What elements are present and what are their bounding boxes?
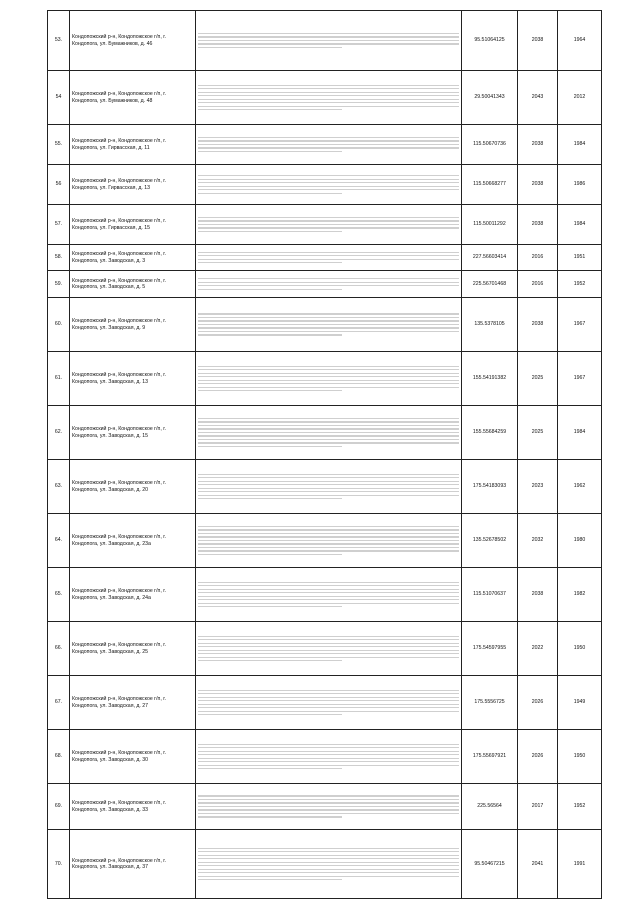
row-number-cell: 53. xyxy=(48,11,70,71)
text-line-placeholder xyxy=(198,813,459,814)
planned-year-cell: 2025 xyxy=(518,352,558,406)
planned-year-cell: 2022 xyxy=(518,622,558,676)
row-number-cell: 60. xyxy=(48,298,70,352)
row-number-cell: 69. xyxy=(48,784,70,830)
text-line-placeholder xyxy=(198,582,459,583)
planned-year-cell: 2038 xyxy=(518,125,558,165)
text-line-placeholder xyxy=(198,697,459,698)
work-description-cell xyxy=(196,165,462,205)
work-description-cell xyxy=(196,676,462,730)
table-row xyxy=(48,165,602,205)
text-line-placeholder xyxy=(198,262,342,263)
planned-year-cell: 2038 xyxy=(518,11,558,71)
text-line-placeholder xyxy=(198,879,342,880)
text-line-placeholder xyxy=(198,282,459,283)
text-line-placeholder xyxy=(198,33,459,34)
text-line-placeholder xyxy=(198,547,459,548)
value-cell: 225.56564 xyxy=(462,784,518,830)
address-cell: Кондопожский р-н, Кондопожское г/п, г. Кондопога, ул. Заводская, д. 3 xyxy=(70,245,196,271)
text-line-placeholder xyxy=(198,40,459,41)
illegible-text-placeholder xyxy=(198,526,459,555)
illegible-text-placeholder xyxy=(198,582,459,608)
work-description-cell xyxy=(196,245,462,271)
text-line-placeholder xyxy=(198,106,459,107)
build-year-cell: 1986 xyxy=(558,165,602,205)
build-year-cell: 1952 xyxy=(558,784,602,830)
text-line-placeholder xyxy=(198,390,342,391)
text-line-placeholder xyxy=(198,660,342,661)
planned-year-cell: 2038 xyxy=(518,298,558,352)
text-line-placeholder xyxy=(198,526,459,527)
text-line-placeholder xyxy=(198,585,459,586)
address-cell: Кондопожский р-н, Кондопожское г/п, г. Кондопога, ул. Бумажников, д. 48 xyxy=(70,71,196,125)
work-description-cell xyxy=(196,205,462,245)
address-cell: Кондопожский р-н, Кондопожское г/п, г. Кондопога, ул. Заводская, д. 20 xyxy=(70,460,196,514)
text-line-placeholder xyxy=(198,255,459,256)
text-line-placeholder xyxy=(198,481,459,482)
text-line-placeholder xyxy=(198,369,459,370)
text-line-placeholder xyxy=(198,488,459,489)
text-line-placeholder xyxy=(198,109,342,110)
text-line-placeholder xyxy=(198,711,459,712)
build-year-cell: 1967 xyxy=(558,352,602,406)
text-line-placeholder xyxy=(198,327,459,328)
planned-year-cell: 2023 xyxy=(518,460,558,514)
text-line-placeholder xyxy=(198,700,459,701)
work-description-cell xyxy=(196,784,462,830)
text-line-placeholder xyxy=(198,554,342,555)
address-cell: Кондопожский р-н, Кондопожское г/п, г. Кондопога, ул. Заводская, д. 27 xyxy=(70,676,196,730)
illegible-text-placeholder xyxy=(198,33,459,48)
text-line-placeholder xyxy=(198,816,342,817)
build-year-cell: 1950 xyxy=(558,730,602,784)
value-cell: 115.51070637 xyxy=(462,568,518,622)
text-line-placeholder xyxy=(198,175,459,176)
value-cell: 175.55697921 xyxy=(462,730,518,784)
text-line-placeholder xyxy=(198,744,459,745)
text-line-placeholder xyxy=(198,102,459,103)
address-cell: Кондопожский р-н, Кондопожское г/п, г. Кондопога, ул. Заводская, д. 23а xyxy=(70,514,196,568)
text-line-placeholder xyxy=(198,231,342,232)
address-cell: Кондопожский р-н, Кондопожское г/п, г. Кондопога, ул. Заводская, д. 33 xyxy=(70,784,196,830)
value-cell: 95.51064125 xyxy=(462,11,518,71)
planned-year-cell: 2043 xyxy=(518,71,558,125)
text-line-placeholder xyxy=(198,646,459,647)
text-line-placeholder xyxy=(198,550,459,551)
text-line-placeholder xyxy=(198,643,459,644)
build-year-cell: 1984 xyxy=(558,125,602,165)
text-line-placeholder xyxy=(198,259,459,260)
text-line-placeholder xyxy=(198,855,459,856)
row-number-cell: 57. xyxy=(48,205,70,245)
illegible-text-placeholder xyxy=(198,690,459,716)
text-line-placeholder xyxy=(198,650,459,651)
text-line-placeholder xyxy=(198,189,459,190)
text-line-placeholder xyxy=(198,606,342,607)
text-line-placeholder xyxy=(198,858,459,859)
planned-year-cell: 2016 xyxy=(518,271,558,298)
text-line-placeholder xyxy=(198,751,459,752)
text-line-placeholder xyxy=(198,865,459,866)
value-cell: 175.54597955 xyxy=(462,622,518,676)
table-row xyxy=(48,730,602,784)
row-number-cell: 66. xyxy=(48,622,70,676)
table-row xyxy=(48,245,602,271)
work-description-cell xyxy=(196,298,462,352)
text-line-placeholder xyxy=(198,317,459,318)
text-line-placeholder xyxy=(198,334,342,335)
text-line-placeholder xyxy=(198,99,459,100)
build-year-cell: 1951 xyxy=(558,245,602,271)
text-line-placeholder xyxy=(198,376,459,377)
text-line-placeholder xyxy=(198,47,342,48)
build-year-cell: 1962 xyxy=(558,460,602,514)
illegible-text-placeholder xyxy=(198,313,459,335)
illegible-text-placeholder xyxy=(198,848,459,881)
text-line-placeholder xyxy=(198,851,459,852)
value-cell: 175.54183093 xyxy=(462,460,518,514)
illegible-text-placeholder xyxy=(198,137,459,152)
illegible-text-placeholder xyxy=(198,278,459,290)
build-year-cell: 1984 xyxy=(558,205,602,245)
row-number-cell: 68. xyxy=(48,730,70,784)
text-line-placeholder xyxy=(198,95,459,96)
build-year-cell: 1952 xyxy=(558,271,602,298)
text-line-placeholder xyxy=(198,848,459,849)
text-line-placeholder xyxy=(198,383,459,384)
planned-year-cell: 2026 xyxy=(518,730,558,784)
row-number-cell: 62. xyxy=(48,406,70,460)
text-line-placeholder xyxy=(198,289,342,290)
work-description-cell xyxy=(196,460,462,514)
value-cell: 175.5556725 xyxy=(462,676,518,730)
text-line-placeholder xyxy=(198,88,459,89)
planned-year-cell: 2017 xyxy=(518,784,558,830)
table-row xyxy=(48,784,602,830)
table-row xyxy=(48,830,602,899)
value-cell: 135.5378105 xyxy=(462,298,518,352)
address-cell: Кондопожский р-н, Кондопожское г/п, г. Кондопога, ул. Гирвасская, д. 13 xyxy=(70,165,196,205)
text-line-placeholder xyxy=(198,809,459,810)
table-row xyxy=(48,352,602,406)
text-line-placeholder xyxy=(198,806,459,807)
text-line-placeholder xyxy=(198,603,459,604)
text-line-placeholder xyxy=(198,758,459,759)
text-line-placeholder xyxy=(198,418,459,419)
text-line-placeholder xyxy=(198,498,342,499)
text-line-placeholder xyxy=(198,474,459,475)
work-description-cell xyxy=(196,271,462,298)
text-line-placeholder xyxy=(198,636,459,637)
work-description-cell xyxy=(196,11,462,71)
text-line-placeholder xyxy=(198,432,459,433)
text-line-placeholder xyxy=(198,529,459,530)
text-line-placeholder xyxy=(198,495,459,496)
text-line-placeholder xyxy=(198,380,459,381)
work-description-cell xyxy=(196,406,462,460)
value-cell: 115.50668277 xyxy=(462,165,518,205)
text-line-placeholder xyxy=(198,765,459,766)
text-line-placeholder xyxy=(198,543,459,544)
text-line-placeholder xyxy=(198,92,459,93)
build-year-cell: 1991 xyxy=(558,830,602,899)
text-line-placeholder xyxy=(198,754,459,755)
table-row xyxy=(48,11,602,71)
address-cell: Кондопожский р-н, Кондопожское г/п, г. Кондопога, ул. Заводская, д. 25 xyxy=(70,622,196,676)
address-cell: Кондопожский р-н, Кондопожское г/п, г. Кондопога, ул. Гирвасская, д. 11 xyxy=(70,125,196,165)
text-line-placeholder xyxy=(198,140,459,141)
text-line-placeholder xyxy=(198,592,459,593)
illegible-text-placeholder xyxy=(198,636,459,662)
text-line-placeholder xyxy=(198,707,459,708)
row-number-cell: 63. xyxy=(48,460,70,514)
illegible-text-placeholder xyxy=(198,175,459,194)
work-description-cell xyxy=(196,568,462,622)
address-cell: Кондопожский р-н, Кондопожское г/п, г. Кондопога, ул. Гирвасская, д. 15 xyxy=(70,205,196,245)
text-line-placeholder xyxy=(198,137,459,138)
text-line-placeholder xyxy=(198,320,459,321)
text-line-placeholder xyxy=(198,387,459,388)
address-cell: Кондопожский р-н, Кондопожское г/п, г. Кондопога, ул. Заводская, д. 13 xyxy=(70,352,196,406)
text-line-placeholder xyxy=(198,224,459,225)
illegible-text-placeholder xyxy=(198,474,459,500)
build-year-cell: 1949 xyxy=(558,676,602,730)
work-description-cell xyxy=(196,830,462,899)
text-line-placeholder xyxy=(198,285,459,286)
row-number-cell: 56 xyxy=(48,165,70,205)
table-row xyxy=(48,676,602,730)
repair-schedule-table xyxy=(47,10,602,899)
work-description-cell xyxy=(196,125,462,165)
row-number-cell: 55. xyxy=(48,125,70,165)
table-row xyxy=(48,460,602,514)
value-cell: 225.56701468 xyxy=(462,271,518,298)
build-year-cell: 1980 xyxy=(558,514,602,568)
text-line-placeholder xyxy=(198,599,459,600)
text-line-placeholder xyxy=(198,442,459,443)
work-description-cell xyxy=(196,514,462,568)
value-cell: 155.55684259 xyxy=(462,406,518,460)
illegible-text-placeholder xyxy=(198,252,459,264)
text-line-placeholder xyxy=(198,278,459,279)
text-line-placeholder xyxy=(198,862,459,863)
table-row xyxy=(48,622,602,676)
value-cell: 115.50011292 xyxy=(462,205,518,245)
text-line-placeholder xyxy=(198,491,459,492)
table-row xyxy=(48,271,602,298)
planned-year-cell: 2038 xyxy=(518,165,558,205)
text-line-placeholder xyxy=(198,876,459,877)
text-line-placeholder xyxy=(198,869,459,870)
planned-year-cell: 2026 xyxy=(518,676,558,730)
text-line-placeholder xyxy=(198,193,342,194)
text-line-placeholder xyxy=(198,179,459,180)
text-line-placeholder xyxy=(198,533,459,534)
table-row xyxy=(48,568,602,622)
row-number-cell: 59. xyxy=(48,271,70,298)
row-number-cell: 64. xyxy=(48,514,70,568)
text-line-placeholder xyxy=(198,144,459,145)
value-cell: 115.50670736 xyxy=(462,125,518,165)
illegible-text-placeholder xyxy=(198,366,459,392)
text-line-placeholder xyxy=(198,227,459,228)
text-line-placeholder xyxy=(198,182,459,183)
text-line-placeholder xyxy=(198,331,459,332)
address-cell: Кондопожский р-н, Кондопожское г/п, г. Кондопога, ул. Заводская, д. 24а xyxy=(70,568,196,622)
illegible-text-placeholder xyxy=(198,217,459,232)
text-line-placeholder xyxy=(198,768,342,769)
text-line-placeholder xyxy=(198,693,459,694)
row-number-cell: 65. xyxy=(48,568,70,622)
address-cell: Кондопожский р-н, Кондопожское г/п, г. Кондопога, ул. Заводская, д. 9 xyxy=(70,298,196,352)
planned-year-cell: 2038 xyxy=(518,568,558,622)
text-line-placeholder xyxy=(198,36,459,37)
address-cell: Кондопожский р-н, Кондопожское г/п, г. Кондопога, ул. Заводская, д. 30 xyxy=(70,730,196,784)
text-line-placeholder xyxy=(198,428,459,429)
table-row xyxy=(48,205,602,245)
build-year-cell: 1950 xyxy=(558,622,602,676)
text-line-placeholder xyxy=(198,425,459,426)
work-description-cell xyxy=(196,622,462,676)
text-line-placeholder xyxy=(198,151,342,152)
planned-year-cell: 2041 xyxy=(518,830,558,899)
text-line-placeholder xyxy=(198,639,459,640)
text-line-placeholder xyxy=(198,872,459,873)
text-line-placeholder xyxy=(198,313,459,314)
text-line-placeholder xyxy=(198,484,459,485)
text-line-placeholder xyxy=(198,435,459,436)
work-description-cell xyxy=(196,352,462,406)
text-line-placeholder xyxy=(198,43,459,44)
text-line-placeholder xyxy=(198,795,459,796)
address-cell: Кондопожский р-н, Кондопожское г/п, г. Кондопога, ул. Заводская, д. 15 xyxy=(70,406,196,460)
work-description-cell xyxy=(196,730,462,784)
build-year-cell: 1982 xyxy=(558,568,602,622)
table-row xyxy=(48,71,602,125)
value-cell: 227.56603414 xyxy=(462,245,518,271)
build-year-cell: 1984 xyxy=(558,406,602,460)
row-number-cell: 54 xyxy=(48,71,70,125)
text-line-placeholder xyxy=(198,446,342,447)
text-line-placeholder xyxy=(198,657,459,658)
table-row xyxy=(48,406,602,460)
text-line-placeholder xyxy=(198,690,459,691)
text-line-placeholder xyxy=(198,373,459,374)
text-line-placeholder xyxy=(198,220,459,221)
build-year-cell: 1964 xyxy=(558,11,602,71)
address-cell: Кондопожский р-н, Кондопожское г/п, г. Кондопога, ул. Бумажников, д. 46 xyxy=(70,11,196,71)
text-line-placeholder xyxy=(198,421,459,422)
table-row xyxy=(48,125,602,165)
text-line-placeholder xyxy=(198,477,459,478)
value-cell: 95.50467215 xyxy=(462,830,518,899)
row-number-cell: 61. xyxy=(48,352,70,406)
text-line-placeholder xyxy=(198,747,459,748)
table-row xyxy=(48,298,602,352)
text-line-placeholder xyxy=(198,653,459,654)
row-number-cell: 58. xyxy=(48,245,70,271)
work-description-cell xyxy=(196,71,462,125)
address-cell: Кондопожский р-н, Кондопожское г/п, г. Кондопога, ул. Заводская, д. 37 xyxy=(70,830,196,899)
address-cell: Кондопожский р-н, Кондопожское г/п, г. Кондопога, ул. Заводская, д. 5 xyxy=(70,271,196,298)
text-line-placeholder xyxy=(198,802,459,803)
text-line-placeholder xyxy=(198,147,459,148)
build-year-cell: 1967 xyxy=(558,298,602,352)
planned-year-cell: 2038 xyxy=(518,205,558,245)
text-line-placeholder xyxy=(198,540,459,541)
table-row xyxy=(48,514,602,568)
text-line-placeholder xyxy=(198,589,459,590)
planned-year-cell: 2025 xyxy=(518,406,558,460)
build-year-cell: 2012 xyxy=(558,71,602,125)
table-body xyxy=(48,11,602,899)
text-line-placeholder xyxy=(198,536,459,537)
row-number-cell: 67. xyxy=(48,676,70,730)
text-line-placeholder xyxy=(198,252,459,253)
row-number-cell: 70. xyxy=(48,830,70,899)
text-line-placeholder xyxy=(198,324,459,325)
text-line-placeholder xyxy=(198,761,459,762)
text-line-placeholder xyxy=(198,439,459,440)
illegible-text-placeholder xyxy=(198,744,459,770)
text-line-placeholder xyxy=(198,186,459,187)
text-line-placeholder xyxy=(198,799,459,800)
text-line-placeholder xyxy=(198,596,459,597)
text-line-placeholder xyxy=(198,85,459,86)
text-line-placeholder xyxy=(198,366,459,367)
illegible-text-placeholder xyxy=(198,418,459,447)
planned-year-cell: 2016 xyxy=(518,245,558,271)
value-cell: 155.54191382 xyxy=(462,352,518,406)
value-cell: 29.50041343 xyxy=(462,71,518,125)
planned-year-cell: 2032 xyxy=(518,514,558,568)
illegible-text-placeholder xyxy=(198,795,459,817)
text-line-placeholder xyxy=(198,714,342,715)
text-line-placeholder xyxy=(198,704,459,705)
text-line-placeholder xyxy=(198,217,459,218)
value-cell: 135.52678502 xyxy=(462,514,518,568)
illegible-text-placeholder xyxy=(198,85,459,111)
